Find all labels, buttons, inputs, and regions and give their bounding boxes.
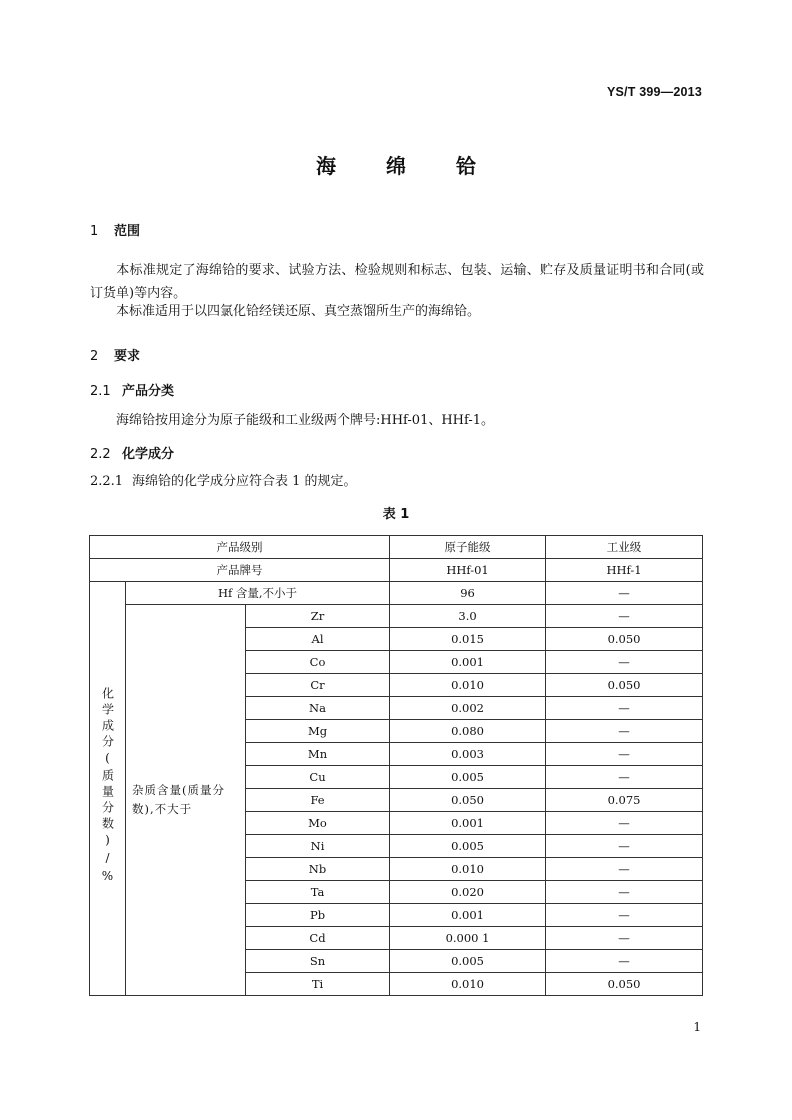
value-col2: — xyxy=(546,927,703,950)
element-cell: Ni xyxy=(246,835,390,858)
section-1-heading xyxy=(90,220,140,239)
value-col1: 0.010 xyxy=(390,858,546,881)
section-2-1-heading xyxy=(90,380,174,399)
section-2-heading xyxy=(90,345,140,364)
section-number: 2.2.1 xyxy=(90,474,124,489)
paragraph-text: 本标准适用于以四氯化铪经镁还原、真空蒸馏所生产的海绵铪。 xyxy=(116,304,481,319)
value-col1: 0.002 xyxy=(390,697,546,720)
table-header-row xyxy=(90,536,703,559)
section-number: 2.1 xyxy=(90,384,111,399)
value-col2: — xyxy=(546,812,703,835)
section-2-2-heading xyxy=(90,443,174,462)
value-col1: 0.001 xyxy=(390,651,546,674)
value-col2: 0.075 xyxy=(546,789,703,812)
value-col2: — xyxy=(546,858,703,881)
paragraph-text: 海绵铪按用途分为原子能级和工业级两个牌号:HHf-01、HHf-1。 xyxy=(116,413,495,428)
element-cell: Ta xyxy=(246,881,390,904)
table-caption: 表 1 xyxy=(382,507,410,522)
element-cell: Sn xyxy=(246,950,390,973)
title-char: 海 xyxy=(316,154,336,178)
element-cell: Nb xyxy=(246,858,390,881)
section-2-1-paragraph xyxy=(90,409,704,432)
hf-col2: — xyxy=(546,582,703,605)
value-col2: 0.050 xyxy=(546,674,703,697)
value-col2: — xyxy=(546,743,703,766)
table-row xyxy=(90,582,703,605)
group-label-cell xyxy=(90,582,126,996)
paragraph-text: 本标准规定了海绵铪的要求、试验方法、检验规则和标志、包装、运输、贮存及质量证明书和合同(或订货单)等内容。 xyxy=(90,263,704,301)
value-col1: 0.050 xyxy=(390,789,546,812)
element-cell: Mg xyxy=(246,720,390,743)
header-label: 产品牌号 xyxy=(90,559,390,582)
title-char: 绵 xyxy=(386,154,406,178)
title-char: 铪 xyxy=(456,154,476,178)
value-col1: 3.0 xyxy=(390,605,546,628)
value-col2: — xyxy=(546,766,703,789)
element-cell: Co xyxy=(246,651,390,674)
element-cell: Zr xyxy=(246,605,390,628)
value-col2: — xyxy=(546,720,703,743)
section-title: 要求 xyxy=(114,349,141,364)
element-cell: Mo xyxy=(246,812,390,835)
value-col1: 0.000 1 xyxy=(390,927,546,950)
value-col2: — xyxy=(546,651,703,674)
impurity-label: 杂质含量(质量分数),不大于 xyxy=(126,605,246,996)
value-col2: 0.050 xyxy=(546,973,703,996)
element-cell: Na xyxy=(246,697,390,720)
grade-col2: HHf-1 xyxy=(546,559,703,582)
element-cell: Ti xyxy=(246,973,390,996)
value-col2: — xyxy=(546,605,703,628)
section-number: 1 xyxy=(90,224,99,239)
value-col1: 0.015 xyxy=(390,628,546,651)
value-col1: 0.005 xyxy=(390,950,546,973)
element-cell: Pb xyxy=(246,904,390,927)
value-col1: 0.005 xyxy=(390,835,546,858)
element-cell: Al xyxy=(246,628,390,651)
value-col1: 0.001 xyxy=(390,812,546,835)
standard-number: YS/T 399—2013 xyxy=(606,85,702,99)
section-1-paragraph-2 xyxy=(90,300,704,323)
composition-table xyxy=(89,535,703,996)
value-col1: 0.020 xyxy=(390,881,546,904)
table-header-row xyxy=(90,559,703,582)
hf-label: Hf 含量,不小于 xyxy=(126,582,390,605)
value-col2: — xyxy=(546,950,703,973)
element-cell: Mn xyxy=(246,743,390,766)
value-col2: 0.050 xyxy=(546,628,703,651)
header-col1: 原子能级 xyxy=(390,536,546,559)
document-title xyxy=(0,150,792,179)
value-col1: 0.010 xyxy=(390,973,546,996)
value-col1: 0.010 xyxy=(390,674,546,697)
element-cell: Fe xyxy=(246,789,390,812)
value-col1: 0.080 xyxy=(390,720,546,743)
value-col1: 0.001 xyxy=(390,904,546,927)
element-cell: Cu xyxy=(246,766,390,789)
section-number: 2.2 xyxy=(90,447,111,462)
value-col2: — xyxy=(546,697,703,720)
section-1-paragraph-1 xyxy=(90,259,704,305)
grade-col1: HHf-01 xyxy=(390,559,546,582)
value-col2: — xyxy=(546,881,703,904)
header-label: 产品级别 xyxy=(90,536,390,559)
value-col1: 0.003 xyxy=(390,743,546,766)
paragraph-text: 海绵铪的化学成分应符合表 1 的规定。 xyxy=(132,474,357,489)
page-number: 1 xyxy=(693,1020,701,1034)
section-number: 2 xyxy=(90,349,99,364)
section-2-2-1-text xyxy=(90,470,704,493)
section-title: 范围 xyxy=(114,224,141,239)
element-cell: Cr xyxy=(246,674,390,697)
group-label: 化学成分(质量分数)/% xyxy=(100,687,115,887)
element-cell: Cd xyxy=(246,927,390,950)
header-col2: 工业级 xyxy=(546,536,703,559)
value-col1: 0.005 xyxy=(390,766,546,789)
section-title: 化学成分 xyxy=(122,447,175,462)
value-col2: — xyxy=(546,835,703,858)
value-col2: — xyxy=(546,904,703,927)
section-title: 产品分类 xyxy=(122,384,175,399)
hf-col1: 96 xyxy=(390,582,546,605)
table-row xyxy=(90,605,703,628)
